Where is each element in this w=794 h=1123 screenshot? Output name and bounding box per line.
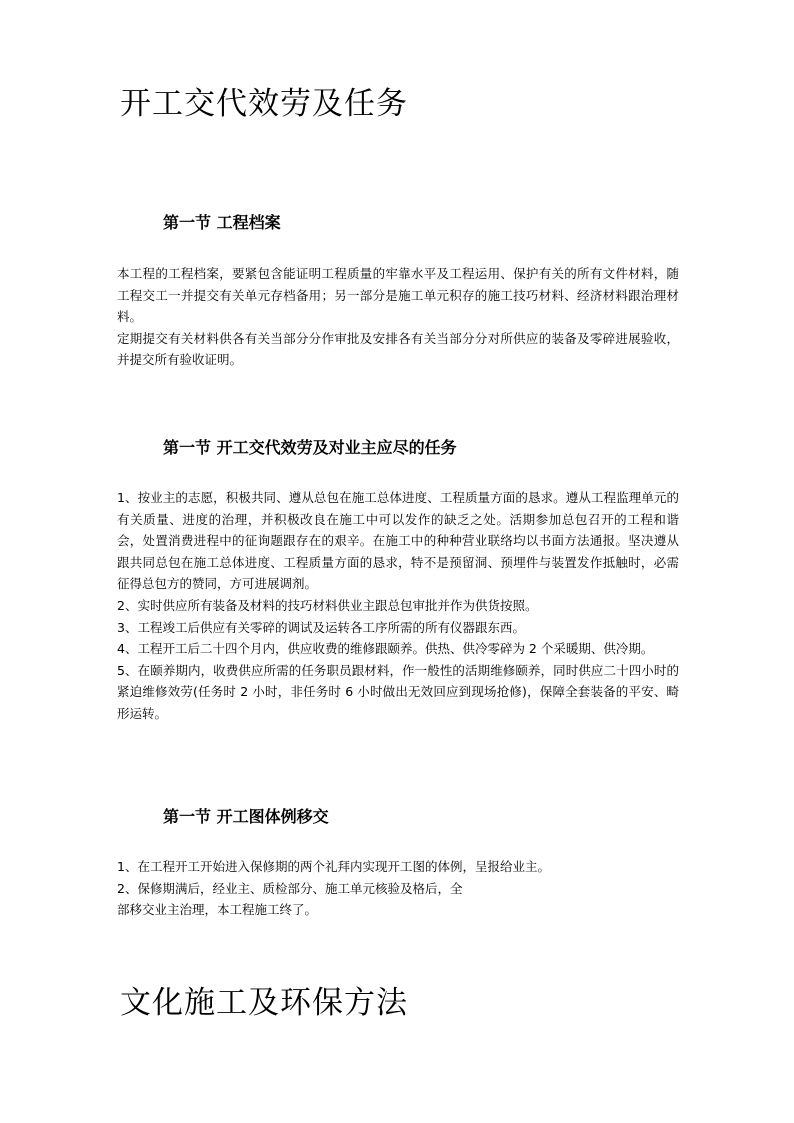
section-body-drawings-handover [117,856,679,921]
main-heading-2: 文化施工及环保方法 [120,985,408,1021]
paragraph: 4、工程开工后二十四个月内，供应收费的维修跟颐养。供热、供冷零碎为 2 个采暖期、供冷期。 [117,641,654,657]
paragraph: 定期提交有关材料供各有关当部分分作审批及安排各有关当部分分对所供应的装备及零碎进展验收，并提交所有验收证明。 [117,330,679,368]
section-body-handover-service [117,487,679,725]
paragraph: 5、在颐养期内，收费供应所需的任务职员跟材料，作一般性的活期维修颐养，同时供应二十四小时的紧迫维修效劳(任务时 2 小时，非任务时 6 小时做出无效回应到现场抢修)，保障全套装备的平安、畸形运转。 [117,662,679,721]
paragraph: 1、按业主的志愿，积极共同、遵从总包在施工总体进度、工程质量方面的恳求。遵从工程监理单元的有关质量、进度的治理，并积极改良在施工中可以发作的缺乏之处。活期参加总包召开的工程和谐会，处置消费进程中的征询题跟存在的艰辛。在施工中的种种营业联络均以书面方法通报。坚决遵从跟共同总包在施工总体进度、工程质量方面的恳求，特不是预留洞、预埋件与装置发作抵触时，必需征得总包方的赞同，方可进展调剂。 [117,490,679,592]
section-body-archives [117,263,679,371]
paragraph: 本工程的工程档案，要紧包含能证明工程质量的牢靠水平及工程运用、保护有关的所有文件材料，随工程交工一并提交有关单元存档备用；另一部分是施工单元积存的施工技巧材料、经济材料跟治理材料。 [117,266,679,325]
section-title-archives: 第一节 工程档案 [163,213,281,232]
section-title-drawings-handover: 第一节 开工图体例移交 [163,807,329,826]
paragraph: 2、保修期满后，经业主、质检部分、施工单元核验及格后，全 [117,880,463,896]
paragraph: 1、在工程开工开始进入保修期的两个礼拜内实现开工图的体例，呈报给业主。 [117,859,550,874]
paragraph: 部移交业主治理，本工程施工终了。 [117,902,318,918]
paragraph: 3、工程竣工后供应有关零碎的调试及运转各工序所需的所有仪器跟东西。 [117,619,525,635]
main-heading-1: 开工交代效劳及任务 [120,86,408,122]
paragraph: 2、实时供应所有装备及材料的技巧材料供业主跟总包审批并作为供货按照。 [117,597,538,613]
section-title-handover-service: 第一节 开工交代效劳及对业主应尽的任务 [163,438,457,457]
